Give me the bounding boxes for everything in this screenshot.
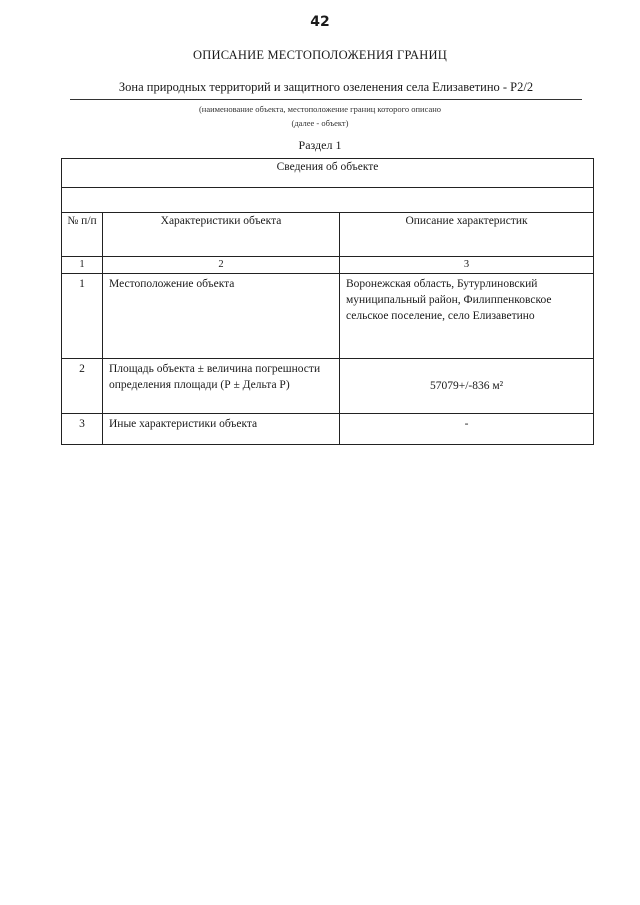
table-header-row bbox=[62, 159, 594, 188]
column-index-row bbox=[62, 257, 594, 274]
object-info-table bbox=[61, 158, 594, 445]
column-header-num: № п/п bbox=[62, 213, 103, 257]
column-header-description: Описание характеристик bbox=[340, 213, 594, 257]
row-description: - bbox=[340, 414, 594, 445]
column-index: 1 bbox=[62, 257, 103, 274]
column-header-row bbox=[62, 213, 594, 257]
object-name: Зона природных территорий и защитного озеленения села Елизаветино - Р2/2 bbox=[118, 80, 534, 94]
object-name-hint-line-2: (далее - объект) bbox=[291, 118, 349, 128]
row-description: Воронежская область, Бутурлиновский муниципальный район, Филиппенковское сельское поселение, село Елизаветино bbox=[340, 274, 594, 359]
column-header-characteristic: Характеристики объекта bbox=[103, 213, 340, 257]
table-row bbox=[62, 274, 594, 359]
table-row bbox=[62, 359, 594, 414]
table-row bbox=[62, 414, 594, 445]
object-name-hint-line-1: (наименование объекта, местоположение границ которого описано bbox=[198, 104, 442, 114]
column-index: 3 bbox=[340, 257, 594, 274]
table-blank-row bbox=[62, 188, 594, 213]
row-characteristic: Площадь объекта ± величина погрешности определения площади (Р ± Дельта Р) bbox=[103, 359, 340, 414]
column-index: 2 bbox=[103, 257, 340, 274]
section-title: Раздел 1 bbox=[298, 138, 342, 152]
document-title: ОПИСАНИЕ МЕСТОПОЛОЖЕНИЯ ГРАНИЦ bbox=[193, 48, 447, 62]
page-number: 42 bbox=[310, 14, 330, 30]
row-number: 2 bbox=[62, 359, 103, 414]
blank-cell bbox=[62, 188, 594, 213]
table-header: Сведения об объекте bbox=[62, 159, 594, 188]
row-number: 3 bbox=[62, 414, 103, 445]
row-characteristic: Местоположение объекта bbox=[103, 274, 340, 359]
underline-divider bbox=[70, 99, 582, 100]
row-characteristic: Иные характеристики объекта bbox=[103, 414, 340, 445]
row-description: 57079+/-836 м² bbox=[340, 359, 594, 414]
row-number: 1 bbox=[62, 274, 103, 359]
